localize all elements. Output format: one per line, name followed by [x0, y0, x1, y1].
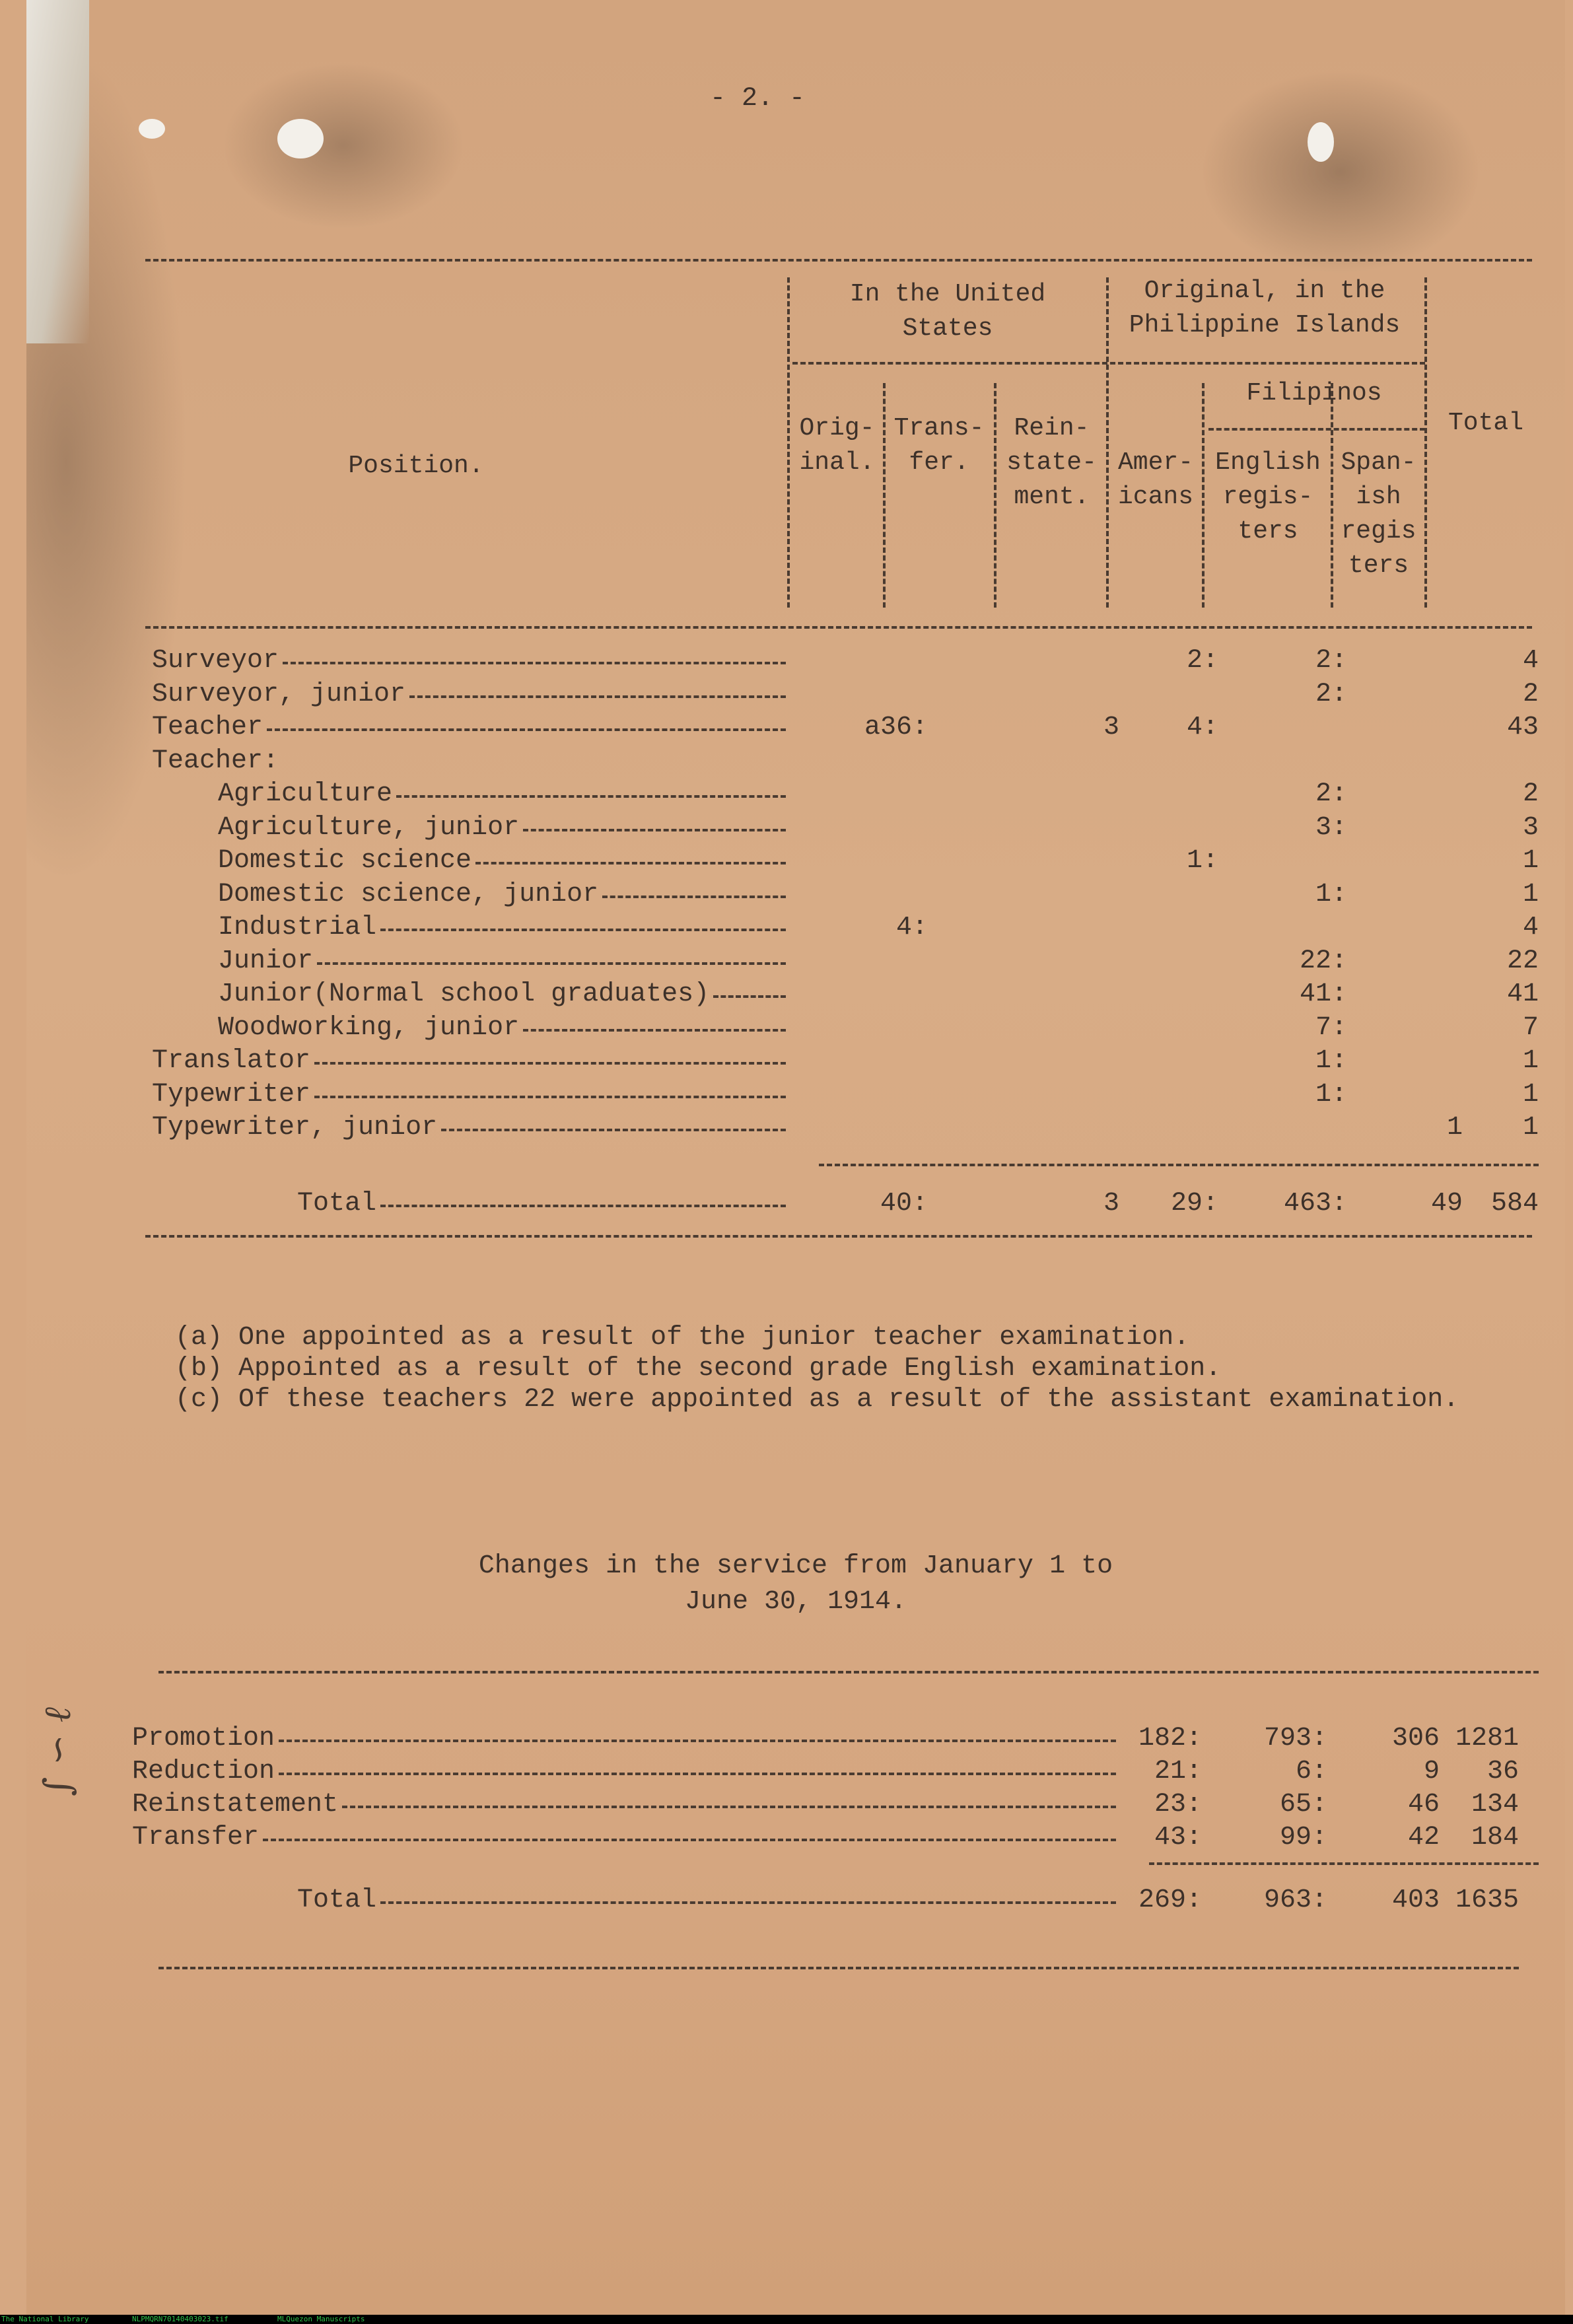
row-value: 463:: [1283, 1189, 1347, 1218]
row-label: Agriculture: [218, 779, 393, 809]
leader-dashes: [317, 962, 786, 965]
row-value: 793:: [1263, 1724, 1327, 1753]
leader-dashes: [380, 1205, 786, 1207]
footer-library: The National Library: [1, 2315, 89, 2323]
leader-dashes: [409, 695, 786, 698]
table-row: [152, 779, 1545, 812]
row-value: a36:: [864, 713, 928, 742]
table-bottom-rule: [145, 1235, 1532, 1238]
row-value: 4:: [895, 913, 928, 942]
leader-dashes: [380, 929, 786, 931]
row-label: Industrial: [218, 913, 377, 942]
row-value: 963:: [1263, 1885, 1327, 1915]
leader-dashes: [602, 896, 786, 898]
row-value: 2: [1522, 779, 1539, 809]
paper-hole: [277, 119, 324, 158]
leader-dashes: [283, 662, 786, 664]
row-value: 3:: [1315, 812, 1347, 843]
row-value: 4: [1522, 913, 1539, 942]
row-label: Junior: [218, 946, 314, 976]
row-value: 22:: [1299, 946, 1347, 976]
col-divider: [1424, 277, 1427, 608]
leader-dashes: [713, 995, 786, 998]
col-header-english: English regis- ters: [1215, 448, 1321, 546]
leader-dashes: [523, 829, 786, 831]
row-value: 1: [1446, 1113, 1463, 1143]
row-value: 36: [1486, 1757, 1519, 1786]
row-label: Teacher: [152, 713, 263, 742]
row-label: Reinstatement: [132, 1790, 339, 1819]
filipinos-rule: [1208, 428, 1425, 431]
row-label: Junior(Normal school graduates): [218, 979, 710, 1009]
pi-group-header: Original, in the Philippine Islands: [1129, 277, 1401, 339]
changes-title-line2: June 30, 1914.: [684, 1587, 907, 1617]
row-value: 40:: [880, 1189, 928, 1218]
row-value: 1: [1522, 879, 1539, 909]
leader-dashes: [342, 1806, 1116, 1808]
row-value: 21:: [1154, 1757, 1202, 1786]
table-row: [152, 846, 1545, 879]
row-value: 182:: [1138, 1724, 1202, 1753]
row-value: 4:: [1186, 713, 1218, 742]
table-row: [152, 1046, 1545, 1079]
col-divider: [1331, 383, 1333, 608]
row-value: 184: [1471, 1823, 1519, 1852]
row-value: 269:: [1138, 1885, 1202, 1915]
leader-dashes: [267, 728, 786, 731]
row-label: Translator: [152, 1046, 311, 1076]
table-row: [152, 713, 1545, 746]
table-header-rule: [145, 626, 1532, 629]
col-divider: [1202, 383, 1205, 608]
row-value: 49: [1430, 1189, 1463, 1218]
col-header-americans: Amer- icans: [1117, 448, 1194, 511]
changes-total-row: [132, 1885, 1525, 1919]
document-page: [26, 0, 1565, 2315]
group-rule: [792, 362, 1425, 365]
row-value: 99:: [1279, 1823, 1327, 1852]
row-value: 4: [1522, 646, 1539, 676]
us-group-header: In the United States: [849, 280, 1046, 343]
changes-row: [132, 1790, 1525, 1823]
row-label: Domestic science, junior: [218, 879, 599, 909]
row-label: Promotion: [132, 1724, 275, 1753]
footnote-c: (c) Of these teachers 22 were appointed as a result of the assistant examination.: [175, 1385, 1459, 1415]
table-total-row: [152, 1189, 1545, 1222]
col-header-transfer: Trans- fer.: [893, 414, 985, 477]
col-divider: [1106, 277, 1109, 608]
row-value: 584: [1490, 1189, 1539, 1218]
paper-hole: [1308, 122, 1334, 162]
footnote-b: (b) Appointed as a result of the second grade English examination.: [175, 1354, 1222, 1384]
row-label: Typewriter, junior: [152, 1113, 438, 1143]
col-header-reinstatement: Rein- state- ment.: [1006, 414, 1097, 511]
row-label: Agriculture, junior: [218, 812, 520, 843]
leader-dashes: [475, 862, 786, 864]
table-row: [152, 1013, 1545, 1046]
paper-edge-damage: [26, 0, 89, 343]
row-value: 22: [1506, 946, 1539, 976]
page-number: - 2. -: [710, 84, 806, 114]
leader-dashes: [279, 1773, 1116, 1775]
table-row: [152, 1113, 1545, 1146]
row-label: Surveyor: [152, 646, 279, 676]
leader-dashes: [314, 1096, 786, 1098]
row-value: 3: [1103, 713, 1119, 742]
changes-title-line1: Changes in the service from January 1 to: [478, 1551, 1113, 1581]
row-value: 1: [1522, 1113, 1539, 1143]
table-row: [152, 946, 1545, 979]
row-value: 2: [1522, 679, 1539, 709]
row-value: 42: [1407, 1823, 1440, 1852]
changes-row: [132, 1757, 1525, 1790]
row-value: 2:: [1186, 646, 1218, 676]
row-value: 41: [1506, 979, 1539, 1009]
leader-dashes: [396, 795, 786, 798]
leader-dashes: [380, 1901, 1116, 1904]
row-value: 1:: [1186, 846, 1218, 876]
footer-collection: MLQuezon Manuscripts: [277, 2315, 365, 2323]
leader-dashes: [523, 1029, 786, 1032]
table-row: [152, 813, 1545, 846]
row-value: 43:: [1154, 1823, 1202, 1852]
footer-filename: NLPMQRN70140403023.tif: [132, 2315, 228, 2323]
col-divider: [994, 383, 996, 608]
row-value: 1:: [1315, 879, 1347, 909]
row-value: 29:: [1170, 1189, 1218, 1218]
col-header-spanish: Span- ish regis ters: [1341, 448, 1416, 580]
row-label: Surveyor, junior: [152, 679, 406, 709]
leader-dashes: [314, 1062, 786, 1065]
row-label: Teacher:: [152, 746, 279, 776]
row-value: 23:: [1154, 1790, 1202, 1819]
position-header: Position.: [348, 452, 484, 480]
row-value: 134: [1471, 1790, 1519, 1819]
row-value: 3: [1522, 812, 1539, 843]
col-header-original: Orig- inal.: [799, 414, 875, 477]
row-value: 2:: [1315, 646, 1347, 676]
row-value: 306: [1391, 1724, 1440, 1753]
row-value: 41:: [1299, 979, 1347, 1009]
filipinos-header: Filipinos: [1246, 379, 1382, 407]
footnote-a: (a) One appointed as a result of the junior teacher examination.: [175, 1323, 1190, 1353]
changes-sum-rule: [1149, 1862, 1539, 1865]
table-row: [152, 646, 1545, 679]
row-value: 3: [1103, 1189, 1119, 1218]
row-value: 7: [1522, 1012, 1539, 1043]
row-value: 1: [1522, 846, 1539, 876]
table-row: [152, 880, 1545, 913]
changes-bottom-rule: [158, 1967, 1519, 1969]
row-value: 1: [1522, 1046, 1539, 1076]
row-value: 1:: [1315, 1079, 1347, 1109]
row-label: Woodworking, junior: [218, 1012, 520, 1043]
row-value: 43: [1506, 713, 1539, 742]
leader-dashes: [441, 1129, 786, 1131]
table-top-rule: [145, 259, 1532, 262]
paper-hole: [139, 119, 165, 139]
col-divider: [883, 383, 886, 608]
table-row: [152, 979, 1545, 1012]
table-row: [152, 1080, 1545, 1113]
row-value: 7:: [1315, 1012, 1347, 1043]
table-row: [152, 746, 1545, 779]
row-value: 6:: [1295, 1757, 1327, 1786]
row-label: Reduction: [132, 1757, 275, 1786]
table-row: [152, 913, 1545, 946]
row-value: 1281: [1455, 1724, 1519, 1753]
changes-row: [132, 1724, 1525, 1757]
table-row: [152, 680, 1545, 713]
row-label: Domestic science: [218, 846, 472, 876]
row-value: 2:: [1315, 779, 1347, 809]
archive-footer: [0, 2315, 1573, 2324]
row-value: 9: [1423, 1757, 1440, 1786]
table-sum-rule: [819, 1164, 1539, 1166]
row-label: Typewriter: [152, 1079, 311, 1109]
row-value: 1: [1522, 1079, 1539, 1109]
row-value: 46: [1407, 1790, 1440, 1819]
row-value: 1635: [1455, 1885, 1519, 1915]
leader-dashes: [263, 1839, 1116, 1841]
col-divider: [787, 277, 790, 608]
handwritten-margin-note: ∫ ∽ ℓ: [36, 1707, 79, 1796]
leader-dashes: [279, 1740, 1116, 1742]
row-value: 65:: [1279, 1790, 1327, 1819]
row-label: Total: [297, 1885, 377, 1915]
row-value: 2:: [1315, 679, 1347, 709]
row-value: 1:: [1315, 1046, 1347, 1076]
row-label: Transfer: [132, 1823, 260, 1852]
row-label: Total: [297, 1189, 377, 1218]
changes-top-rule: [158, 1671, 1539, 1673]
changes-row: [132, 1823, 1525, 1856]
row-value: 403: [1391, 1885, 1440, 1915]
total-header: Total: [1448, 409, 1524, 437]
